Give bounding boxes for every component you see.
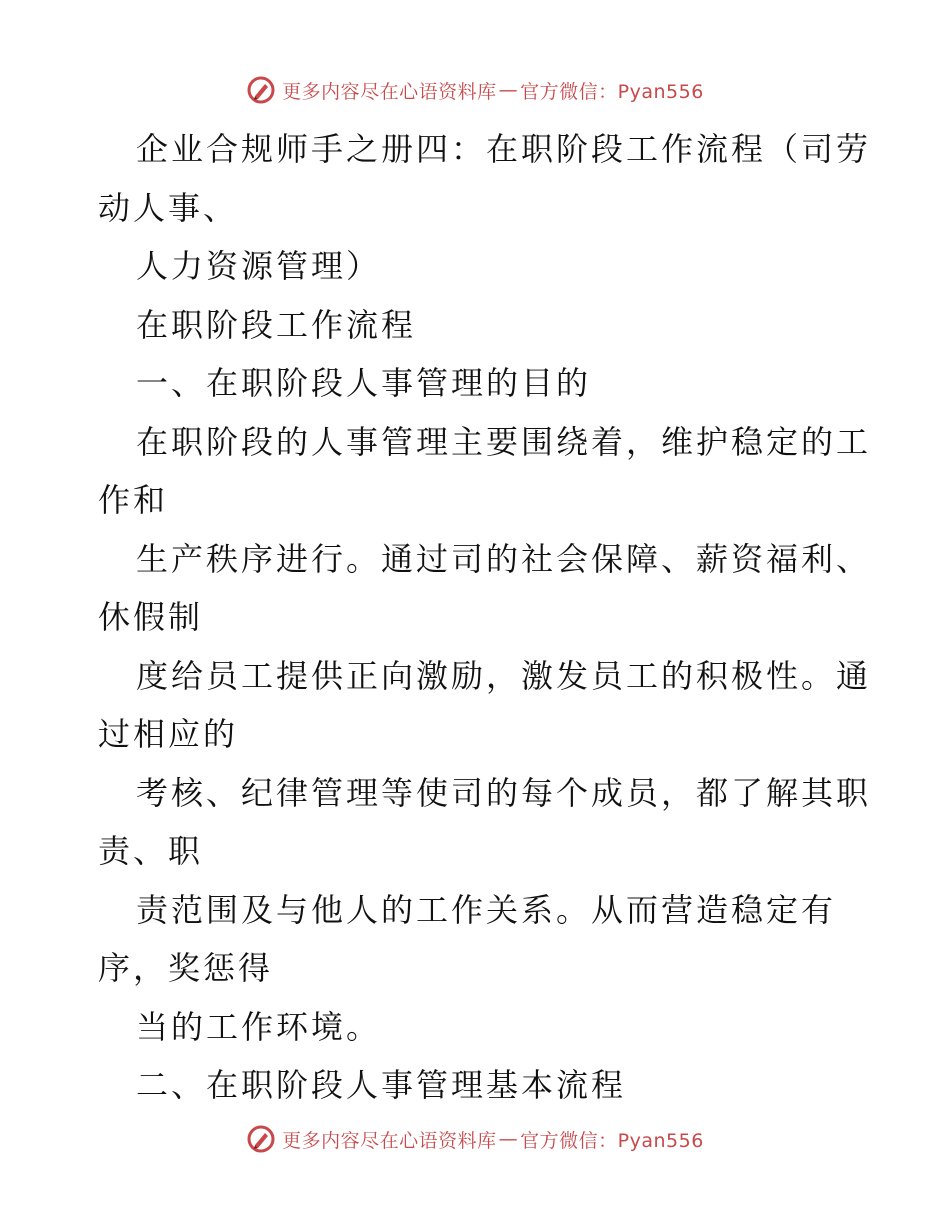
doc-line: 作和 <box>98 481 169 519</box>
section-heading: 一、在职阶段人事管理的目的 <box>136 364 592 402</box>
section-heading: 二、在职阶段人事管理基本流程 <box>136 1066 627 1104</box>
doc-line: 企业合规师手之册四：在职阶段工作流程（司劳 <box>136 130 872 168</box>
doc-line: 生产秩序进行。通过司的社会保障、薪资福利、 <box>136 539 872 578</box>
doc-line: 在职阶段的人事管理主要围绕着，维护稳定的工 <box>136 422 872 461</box>
pen-logo-icon <box>246 75 276 105</box>
doc-line: 人力资源管理） <box>136 247 382 285</box>
pen-logo-icon <box>246 1124 276 1154</box>
doc-line: 动人事、 <box>98 188 239 227</box>
doc-line: 度给员工提供正向激励，激发员工的积极性。通 <box>136 656 872 695</box>
document-body <box>98 120 872 1115</box>
header-watermark <box>0 68 950 112</box>
watermark-site-text: 更多内容尽在心语资料库 <box>282 80 497 103</box>
doc-line: 休假制 <box>98 598 204 636</box>
doc-line: 过相应的 <box>98 715 239 753</box>
watermark-separator: — <box>498 1128 519 1150</box>
doc-line: 序，奖惩得 <box>98 949 274 987</box>
watermark-wechat-text: 官方微信：Pyan556 <box>520 1129 704 1152</box>
watermark-separator: — <box>498 79 519 101</box>
doc-line: 责范围及与他人的工作关系。从而营造稳定有 <box>136 890 837 929</box>
watermark-wechat-text: 官方微信：Pyan556 <box>520 80 704 103</box>
doc-line: 当的工作环境。 <box>136 1007 382 1046</box>
footer-watermark <box>0 1117 950 1161</box>
section-heading: 在职阶段工作流程 <box>136 305 417 344</box>
doc-line: 考核、纪律管理等使司的每个成员，都了解其职 <box>136 773 872 812</box>
watermark-site-text: 更多内容尽在心语资料库 <box>282 1129 497 1152</box>
doc-line: 责、职 <box>98 832 204 870</box>
